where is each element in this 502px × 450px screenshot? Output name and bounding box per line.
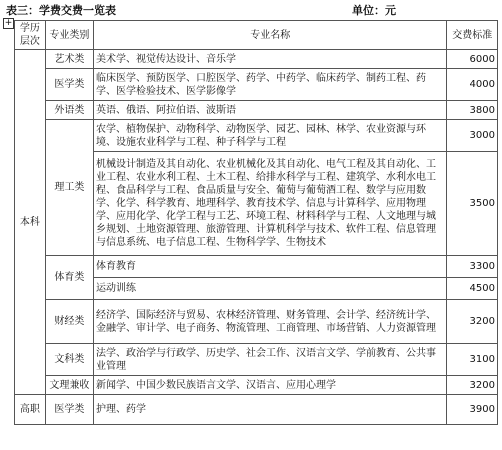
table-row [15, 395, 498, 425]
majors-cell: 机械设计制造及其自动化、农业机械化及其自动化、电气工程及其自动化、工业工程、农业水利工程、土木工程、给排水科学与工程、建筑学、水利水电工程、食品科学与工程、食品质量与安全、葡萄与葡萄酒工程、数学与应用数学、化学、科学教育、地理科学、教育技术学、信息与计算科学、应用物理学、应用化学、化学工程与工艺、环境工程、材料科学与工程、人文地理与城乡规划、土地资源管理、旅游管理、计算机科学与技术、软件工程、信息管理与信息系统、电子信息工程、生物科学学、生物技术 [94, 152, 447, 256]
majors-cell: 法学、政治学与行政学、历史学、社会工作、汉语言文学、学前教育、公共事业管理 [94, 344, 447, 376]
col-header-majors: 专业名称 [94, 21, 447, 50]
fee-cell: 3900 [447, 395, 498, 425]
category-cell: 文理兼收 [45, 376, 93, 395]
majors-cell: 新闻学、中国少数民族语言文学、汉语言、应用心理学 [94, 376, 447, 395]
level-undergrad: 本科 [15, 50, 46, 395]
majors-cell: 体育教育 [94, 256, 447, 278]
level-college: 高职 [15, 395, 46, 425]
col-header-fee: 交费标准 [447, 21, 498, 50]
table-row [15, 101, 498, 120]
unit-label: 单位：元 [352, 4, 396, 17]
fee-cell: 4000 [447, 69, 498, 101]
header-row [15, 21, 498, 50]
table-row [15, 69, 498, 101]
category-cell: 外语类 [45, 101, 93, 120]
fee-cell: 3300 [447, 256, 498, 278]
majors-cell: 护理、药学 [94, 395, 447, 425]
majors-cell: 临床医学、预防医学、口腔医学、药学、中药学、临床药学、制药工程、药学、医学检验技术、医学影像学 [94, 69, 447, 101]
table-row [15, 376, 498, 395]
fee-table [14, 20, 498, 425]
majors-cell: 经济学、国际经济与贸易、农林经济管理、财务管理、会计学、经济统计学、金融学、审计学、电子商务、物流管理、工商管理、市场营销、人力资源管理 [94, 300, 447, 344]
category-cell: 艺术类 [45, 50, 93, 69]
plus-icon[interactable]: + [4, 18, 13, 28]
table-row [15, 120, 498, 152]
fee-cell: 4500 [447, 278, 498, 300]
majors-cell: 运动训练 [94, 278, 447, 300]
majors-cell: 美术学、视觉传达设计、音乐学 [94, 50, 447, 69]
majors-cell: 英语、俄语、阿拉伯语、波斯语 [94, 101, 447, 120]
category-cell: 文科类 [45, 344, 93, 376]
category-cell: 体育类 [45, 256, 93, 300]
table-title: 表三：学费交费一览表 [6, 4, 116, 17]
col-header-level: 学历层次 [15, 21, 46, 50]
fee-cell: 3200 [447, 376, 498, 395]
fee-cell: 3200 [447, 300, 498, 344]
category-cell: 财经类 [45, 300, 93, 344]
category-cell: 医学类 [45, 395, 93, 425]
fee-cell: 3100 [447, 344, 498, 376]
col-header-category: 专业类别 [45, 21, 93, 50]
table-row [15, 256, 498, 278]
fee-cell: 3500 [447, 152, 498, 256]
page-header [0, 0, 502, 18]
fee-cell: 6000 [447, 50, 498, 69]
fee-cell: 3800 [447, 101, 498, 120]
category-cell: 理工类 [45, 120, 93, 256]
category-cell: 医学类 [45, 69, 93, 101]
table-row [15, 344, 498, 376]
table-row [15, 50, 498, 69]
majors-cell: 农学、植物保护、动物科学、动物医学、园艺、园林、林学、农业资源与环境、设施农业科学与工程、种子科学与工程 [94, 120, 447, 152]
table-row [15, 300, 498, 344]
fee-cell: 3000 [447, 120, 498, 152]
